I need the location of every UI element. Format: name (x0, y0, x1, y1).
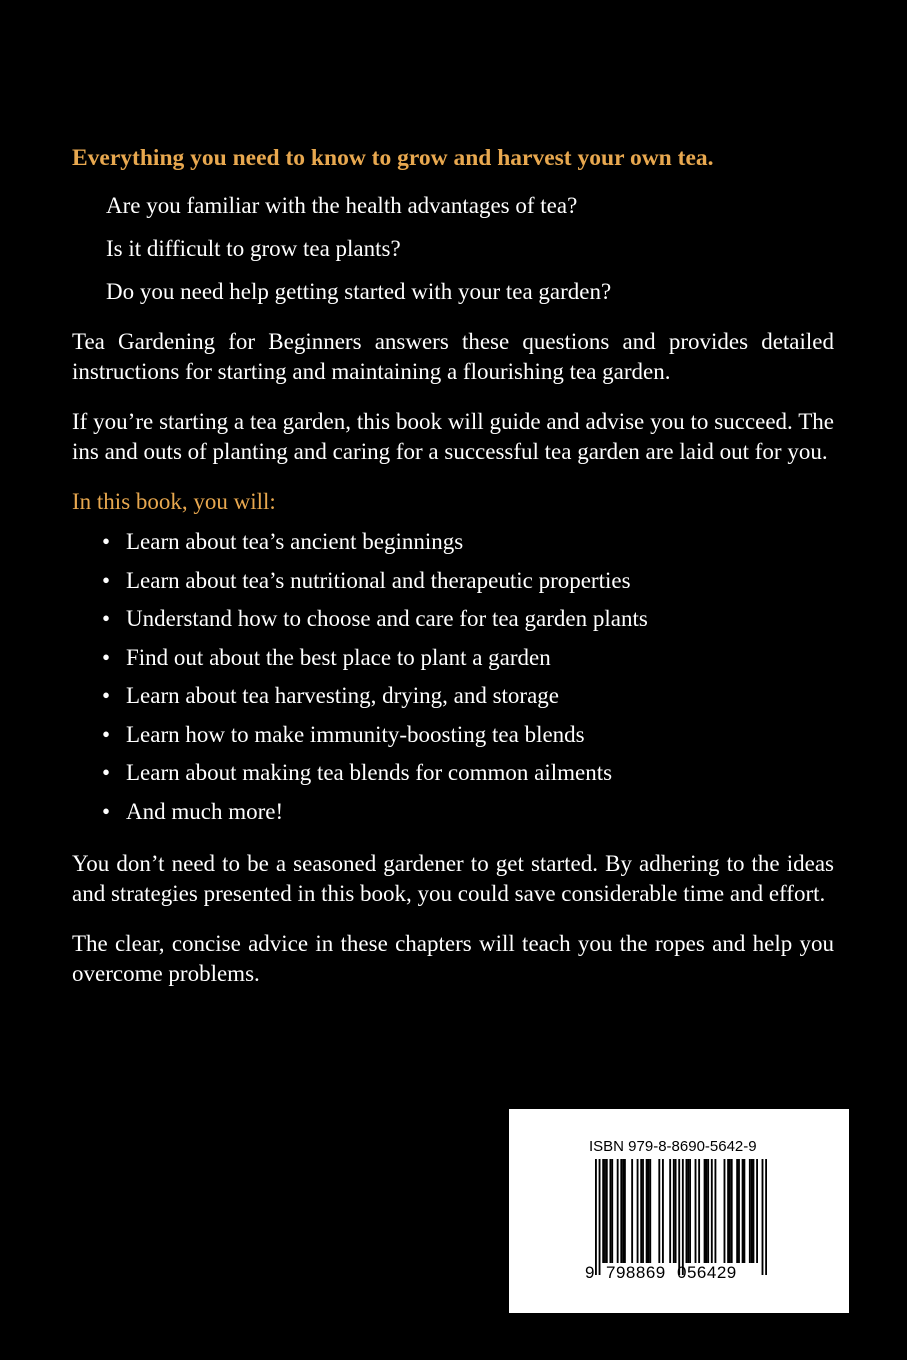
bullet-icon: • (102, 606, 111, 631)
feature-item (102, 677, 834, 716)
feature-text: Learn about tea harvesting, drying, and storage (126, 683, 560, 708)
feature-text: Learn about making tea blends for common ailments (126, 760, 613, 785)
barcode-bar (642, 1159, 644, 1263)
feature-item (102, 639, 834, 678)
barcode-bar (753, 1159, 755, 1263)
bullet-icon: • (102, 644, 111, 670)
headline: Everything you need to know to grow and harvest your own tea. (72, 145, 714, 171)
barcode-bar (742, 1159, 744, 1263)
barcode-bar (762, 1159, 764, 1275)
feature-item (102, 523, 834, 562)
barcode-bar (620, 1159, 622, 1263)
barcode-bar (743, 1159, 745, 1263)
book-contents-heading: In this book, you will: (72, 489, 276, 514)
barcode-bar (738, 1159, 740, 1263)
bullet-icon: • (102, 760, 111, 785)
barcode-bar (707, 1159, 709, 1263)
barcode-bar (704, 1159, 706, 1263)
feature-text: Learn about tea’s nutritional and therapeutic properties (126, 567, 631, 593)
guide-paragraph: If you’re starting a tea garden, this book will guide and advise you to succeed. The ins and outs of planting and caring for a successful tea garden are laid out for you. (72, 409, 834, 464)
question-item: Do you need help getting started with your tea garden? (106, 279, 612, 304)
bullet-icon: • (102, 567, 111, 593)
question-list (106, 184, 834, 313)
feature-text: Learn about tea’s ancient beginnings (126, 529, 464, 554)
barcode-icon (595, 1159, 767, 1279)
feature-item (102, 793, 834, 832)
barcode-bar (727, 1159, 729, 1263)
barcode-bar (602, 1159, 604, 1263)
barcode-bar (705, 1159, 707, 1263)
barcode-bar (695, 1159, 697, 1263)
feature-list (102, 523, 834, 831)
isbn-barcode-box (509, 1109, 849, 1313)
feature-text: And much more! (126, 798, 284, 824)
beginner-paragraph: You don’t need to be a seasoned gardener to get started. By adhering to the ideas and strategies presented in this book, you could save considerable time and effort. (72, 851, 834, 906)
bullet-icon: • (102, 529, 111, 554)
barcode-bar (686, 1159, 688, 1263)
feature-text: Understand how to choose and care for tea garden plants (126, 606, 648, 631)
feature-item (102, 600, 834, 639)
barcode-bar (662, 1159, 664, 1263)
barcode-bar (751, 1159, 753, 1263)
barcode-bar (617, 1159, 619, 1263)
barcode-bar (689, 1159, 691, 1263)
barcode-bar (609, 1159, 611, 1263)
bullet-icon: • (102, 721, 111, 747)
closing-paragraph: The clear, concise advice in these chapters will teach you the ropes and help you overcome problems. (72, 931, 834, 986)
barcode-bar (682, 1159, 684, 1275)
barcode-bar (678, 1159, 680, 1275)
barcode-digits-right: 056429 (677, 1263, 737, 1282)
barcode-bar (622, 1159, 624, 1263)
barcode-bar (698, 1159, 700, 1263)
barcode-bar (749, 1159, 751, 1263)
barcode-digit-prefix: 9 (585, 1263, 595, 1282)
question-item: Is it difficult to grow tea plants? (106, 236, 401, 261)
feature-text: Learn how to make immunity-boosting tea blends (126, 721, 585, 747)
barcode-bar (736, 1159, 738, 1263)
barcode-bar (714, 1159, 716, 1263)
barcode-digits-left: 798869 (606, 1263, 666, 1282)
question-item: Are you familiar with the health advantages of tea? (106, 193, 578, 218)
barcode-bar (673, 1159, 675, 1263)
barcode-bar (724, 1159, 726, 1263)
barcode-bar (649, 1159, 651, 1263)
barcode-bar (765, 1159, 767, 1275)
barcode-bar (595, 1159, 597, 1275)
barcode-bar (637, 1159, 639, 1263)
bullet-icon: • (102, 798, 111, 824)
feature-item (102, 562, 834, 601)
intro-paragraph: Tea Gardening for Beginners answers these questions and provides detailed instructions for starting and maintaining a flourishing tea garden. (72, 329, 834, 384)
cover-text (72, 140, 834, 1009)
barcode-bar (606, 1159, 608, 1263)
barcode-bar (729, 1159, 731, 1263)
feature-item (102, 754, 834, 793)
barcode-bar (711, 1159, 713, 1263)
barcode-bar (687, 1159, 689, 1263)
barcode-bar (658, 1159, 660, 1263)
barcode-bar (675, 1159, 677, 1263)
feature-text: Find out about the best place to plant a garden (126, 644, 551, 670)
barcode-bar (624, 1159, 626, 1263)
barcode-bar (669, 1159, 671, 1263)
bullet-icon: • (102, 683, 111, 708)
barcode-bar (604, 1159, 606, 1263)
barcode-bar (640, 1159, 642, 1263)
barcode-bar (756, 1159, 758, 1263)
barcode-bar (648, 1159, 650, 1263)
isbn-label: ISBN 979-8-8690-5642-9 (589, 1138, 757, 1155)
feature-item (102, 716, 834, 755)
barcode-bar (599, 1159, 601, 1275)
barcode-bar (731, 1159, 733, 1263)
barcode-bar (631, 1159, 633, 1263)
barcode-bar (646, 1159, 648, 1263)
barcode-bar (611, 1159, 613, 1263)
